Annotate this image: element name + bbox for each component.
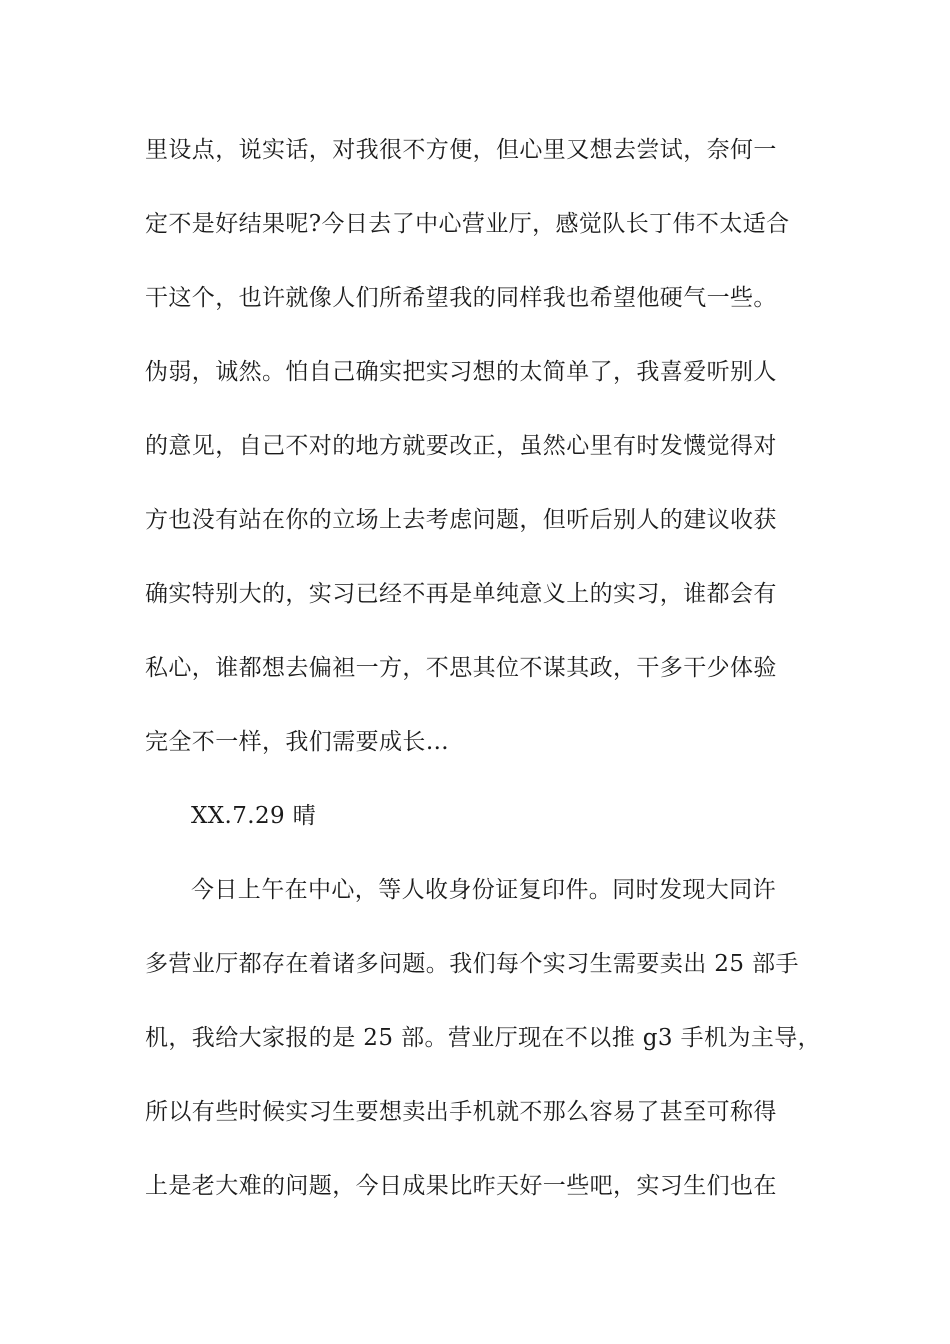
- text-line: 确实特别大的，实习已经不再是单纯意义上的实习，谁都会有: [145, 581, 777, 607]
- paragraph-first-line: 今日上午在中心，等人收身份证复印件。同时发现大同许: [191, 877, 776, 903]
- text-line: 伪弱，诚然。怕自己确实把实习想的太简单了，我喜爱听别人: [145, 359, 777, 385]
- text-line: 里设点，说实话，对我很不方便，但心里又想去尝试，奈何一: [145, 137, 777, 163]
- text-line: 机，我给大家报的是 25 部。营业厅现在不以推 g3 手机为主导，: [145, 1025, 822, 1051]
- text-line: 所以有些时候实习生要想卖出手机就不那么容易了甚至可称得: [145, 1099, 777, 1125]
- text-line: 干这个，也许就像人们所希望我的同样我也希望他硬气一些。: [145, 285, 777, 311]
- text-line: 的意见，自己不对的地方就要改正，虽然心里有时发懱觉得对: [145, 433, 777, 459]
- text-line: 多营业厅都存在着诸多问题。我们每个实习生需要卖出 25 部手: [145, 951, 799, 977]
- text-line: 方也没有站在你的立场上去考虑问题，但听后别人的建议收获: [145, 507, 777, 533]
- diary-date-heading: XX.7.29 晴: [191, 803, 317, 829]
- text-line: 完全不一样，我们需要成长…: [145, 729, 450, 755]
- text-line: 私心，谁都想去偏袒一方，不思其位不谋其政，干多干少体验: [145, 655, 777, 681]
- body-text: [145, 126, 822, 1236]
- text-line: 定不是好结果呢?今日去了中心营业厅，感觉队长丁伟不太适合: [145, 211, 790, 237]
- text-line: 上是老大难的问题，今日成果比昨天好一些吧，实习生们也在: [145, 1173, 777, 1199]
